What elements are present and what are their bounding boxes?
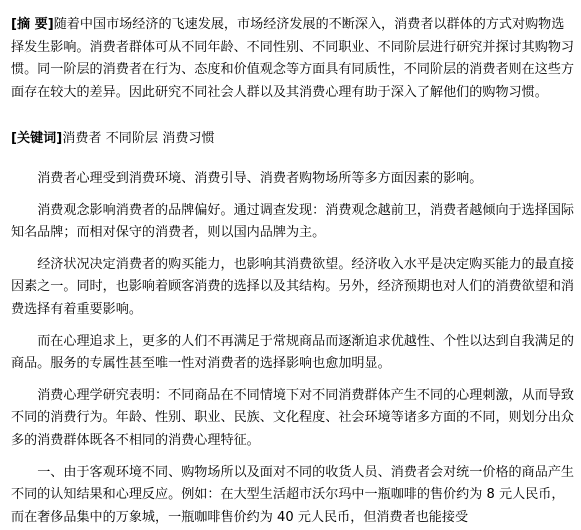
- abstract: [11, 14, 575, 104]
- body-paragraph-6: 一、由于客观环境不同、购物场所以及面对不同的收货人员、消费者会对统一价格的商品产生不同的认知结果和心理反应。例如：在大型生活超市沃尔玛中一瓶咖啡的售价约为 8 元人民币，而在奢侈品集中的万象城，一瓶咖啡售价约为 40 元人民币，但消费者也能接受: [11, 464, 575, 525]
- abstract-label: [摘 要]: [11, 17, 54, 32]
- body-paragraph-4: 而在心理追求上，更多的人们不再满足于常规商品而逐渐追求优越性、个性以达到自我满足的商品。服务的专属性甚至唯一性对消费者的选择影响也愈加明显。: [11, 333, 575, 372]
- body-paragraph-5: 消费心理学研究表明：不同商品在不同情境下对不同消费群体产生不同的心理刺激，从而导致不同的消费行为。年龄、性别、职业、民族、文化程度、社会环境等诸多方面的不同，则划分出众多的消费群体既各不相同的消费心理特征。: [11, 387, 575, 448]
- keywords-label: [关键词]: [11, 131, 63, 147]
- body-paragraph-3: 经济状况决定消费者的购买能力，也影响其消费欲望。经济收入水平是决定购买能力的最直接因素之一。同时，也影响着顾客消费的选择以及其结构。另外，经济预期也对人们的消费欲望和消费选择有着重要影响。: [11, 256, 575, 317]
- keywords: [11, 128, 575, 151]
- body-paragraph-2: 消费观念影响消费者的品牌偏好。通过调查发现：消费观念越前卫，消费者越倾向于选择国际知名品牌；而相对保守的消费者，则以国内品牌为主。: [11, 202, 575, 241]
- body-paragraph-1: 消费者心理受到消费环境、消费引导、消费者购物场所等多方面因素的影响。: [37, 170, 483, 186]
- keywords-text: 消费者 不同阶层 消费习惯: [62, 131, 215, 147]
- abstract-text: 随着中国市场经济的飞速发展，市场经济发展的不断深入，消费者以群体的方式对购物选择发生影响。消费者群体可从不同年龄、不同性别、不同职业、不同阶层进行研究并探讨其购物习惯。同一阶层的消费者在行为、态度和价值观念等方面具有同质性，不同阶层的消费者则在这些方面存在较大的差异。因此研究不同社会人群以及其消费心理有助于深入了解他们的购物习惯。: [11, 17, 575, 100]
